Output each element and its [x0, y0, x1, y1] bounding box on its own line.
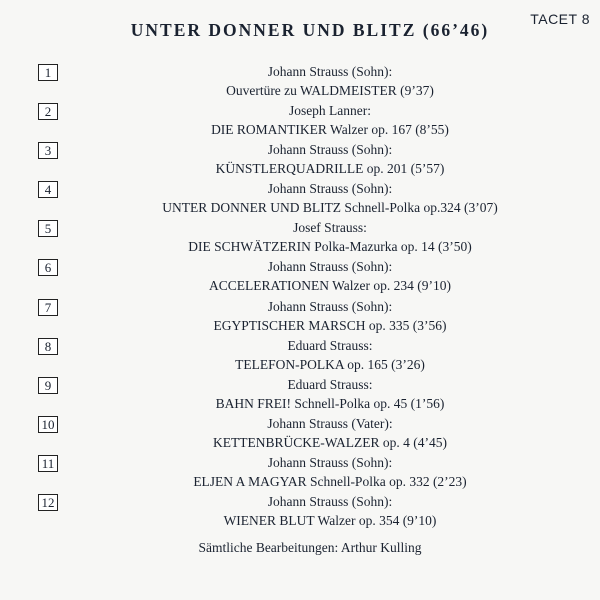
track-number: 11: [38, 455, 58, 472]
track-composer: Eduard Strauss:: [287, 376, 373, 392]
track-number: 10: [38, 416, 58, 433]
track-list: [38, 61, 578, 530]
track-work: EGYPTISCHER MARSCH op. 335 (3’56): [213, 317, 447, 333]
track-number: 9: [38, 377, 58, 394]
track-work: KÜNSTLERQUADRILLE op. 201 (5’57): [215, 161, 445, 177]
track-item: [38, 178, 578, 217]
track-work: TELEFON-POLKA op. 165 (3’26): [235, 356, 425, 372]
track-work: UNTER DONNER UND BLITZ Schnell-Polka op.324 (3’07): [162, 200, 498, 216]
track-composer: Johann Strauss (Sohn):: [267, 142, 393, 158]
track-number: 4: [38, 181, 58, 198]
track-number: 7: [38, 299, 58, 316]
track-composer: Johann Strauss (Sohn):: [267, 494, 393, 510]
track-number: 8: [38, 338, 58, 355]
track-composer: Eduard Strauss:: [287, 337, 373, 353]
track-number: 1: [38, 64, 58, 81]
track-item: [38, 100, 578, 139]
track-work: Ouvertüre zu WALDMEISTER (9’37): [226, 83, 434, 98]
catalog-label: TACET 8: [530, 11, 590, 27]
track-composer: Johann Strauss (Sohn):: [267, 181, 393, 197]
track-work: ELJEN A MAGYAR Schnell-Polka op. 332 (2’23): [193, 473, 467, 489]
track-composer: Johann Strauss (Vater):: [267, 415, 393, 431]
track-composer: Josef Strauss:: [293, 220, 367, 236]
track-item: [38, 335, 578, 374]
track-item: [38, 413, 578, 452]
track-item: [38, 452, 578, 491]
album-title: UNTER DONNER UND BLITZ (66’46): [130, 20, 490, 40]
track-work: KETTENBRÜCKE-WALZER op. 4 (4’45): [213, 434, 447, 450]
arrangement-credit: Sämtliche Bearbeitungen: Arthur Kulling: [198, 540, 422, 555]
track-number: 2: [38, 103, 58, 120]
track-item: [38, 139, 578, 178]
track-work: ACCELERATIONEN Walzer op. 234 (9’10): [209, 278, 451, 294]
track-item: [38, 374, 578, 413]
track-number: 5: [38, 220, 58, 237]
track-item: [38, 491, 578, 530]
track-work: BAHN FREI! Schnell-Polka op. 45 (1’56): [215, 395, 445, 411]
track-work: DIE SCHWÄTZERIN Polka-Mazurka op. 14 (3’50): [188, 239, 472, 255]
track-item: [38, 256, 578, 295]
track-composer: Johann Strauss (Sohn):: [267, 259, 393, 275]
track-number: 6: [38, 259, 58, 276]
track-work: WIENER BLUT Walzer op. 354 (9’10): [223, 513, 437, 529]
track-composer: Joseph Lanner:: [288, 103, 372, 119]
track-composer: Johann Strauss (Sohn):: [267, 64, 393, 79]
track-work: DIE ROMANTIKER Walzer op. 167 (8’55): [211, 122, 449, 138]
track-item: [38, 61, 578, 100]
track-composer: Johann Strauss (Sohn):: [267, 454, 393, 470]
track-item: [38, 296, 578, 335]
track-item: [38, 217, 578, 256]
track-composer: Johann Strauss (Sohn):: [267, 298, 393, 314]
track-number: 12: [38, 494, 58, 511]
track-number: 3: [38, 142, 58, 159]
